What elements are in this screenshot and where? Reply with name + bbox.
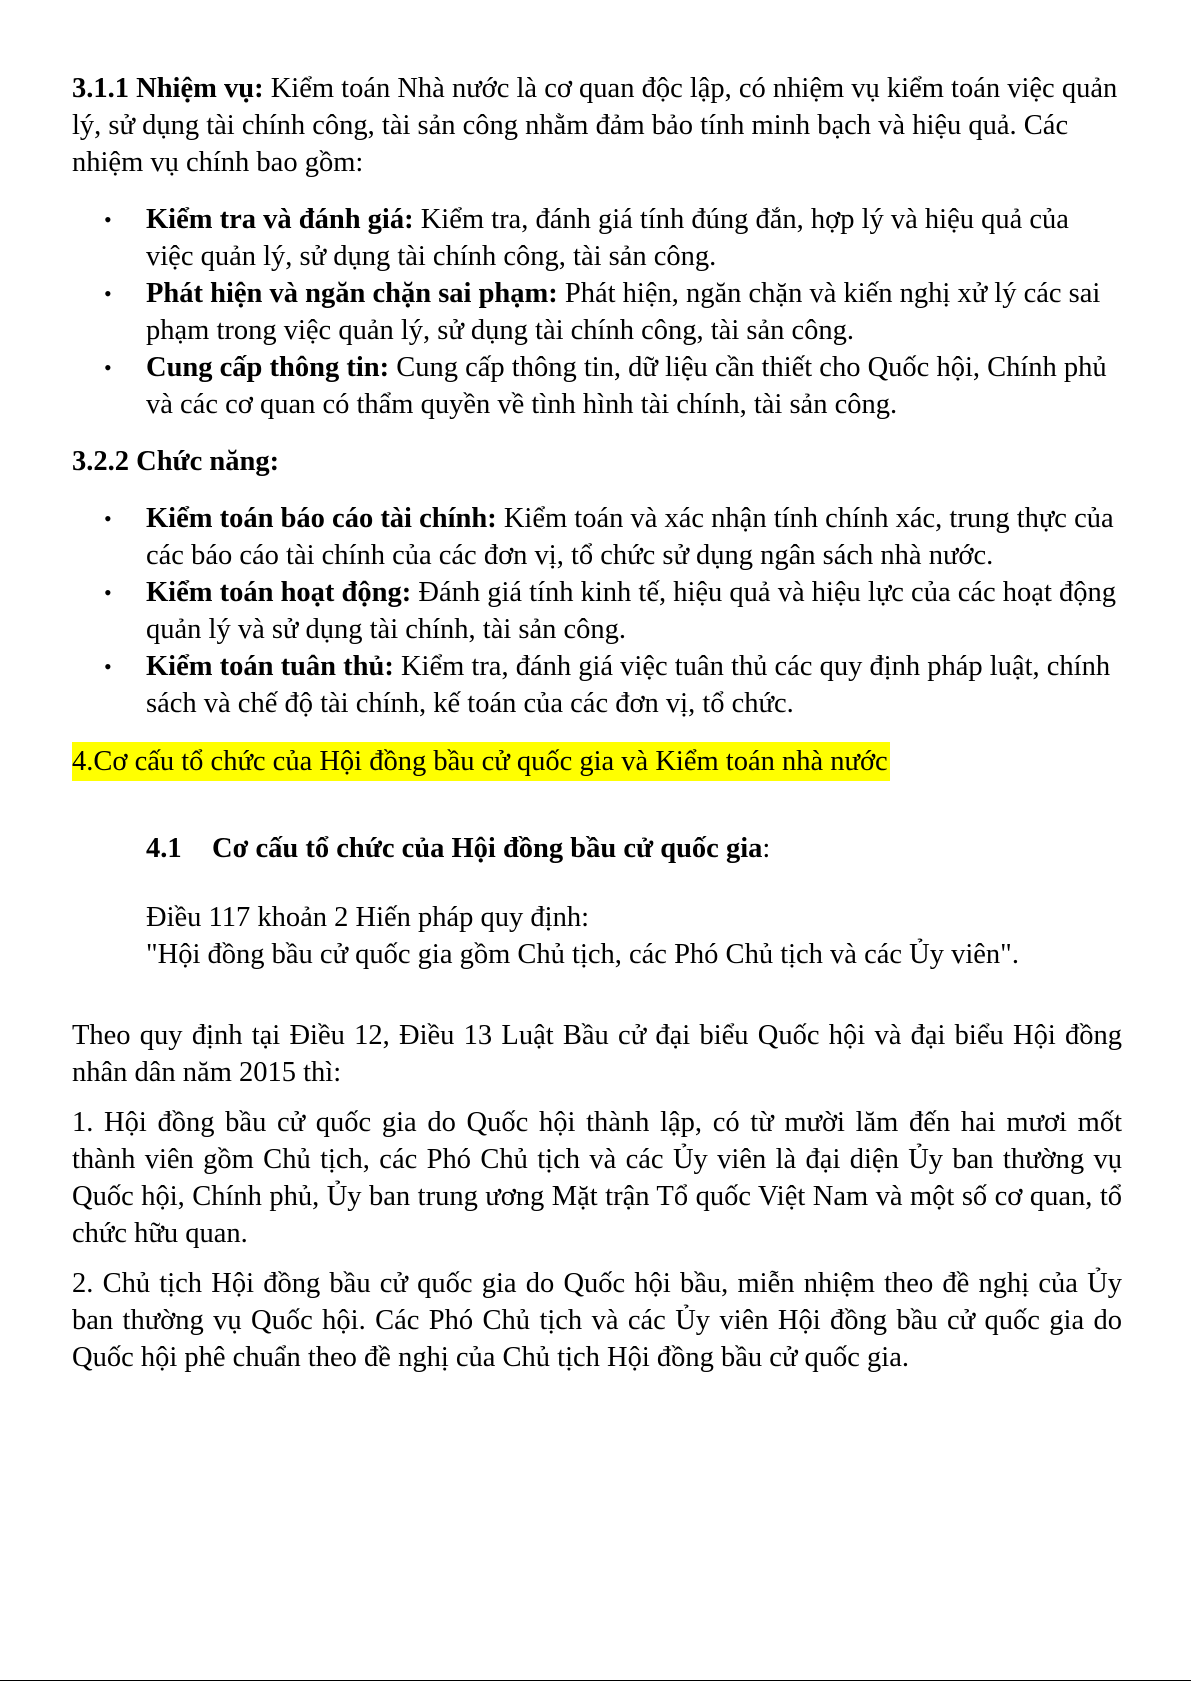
law-clause-2: 2. Chủ tịch Hội đồng bầu cử quốc gia do Quốc hội bầu, miễn nhiệm theo đề nghị của Ủy ban thường vụ Quốc hội. Các Phó Chủ tịch và các Ủy viên Hội đồng bầu cử quốc gia do Quốc hội phê chuẩn theo đề nghị của Chủ tịch Hội đồng bầu cử quốc gia. — [72, 1268, 1122, 1373]
list-item — [72, 500, 1122, 574]
section-311-list — [72, 201, 1122, 423]
list-item — [72, 201, 1122, 275]
section-41-number: 4.1 — [146, 833, 182, 864]
bullet-icon: • — [104, 281, 112, 306]
bullet-icon: • — [104, 506, 112, 531]
list-item-text: Cung cấp thông tin, dữ liệu cần thiết cho Quốc hội, Chính phủ và các cơ quan có thẩm quyền về tình hình tài chính, tài sản công. — [146, 352, 1107, 420]
section-322-title: 3.2.2 Chức năng: — [72, 446, 280, 477]
section-4-heading — [72, 743, 1122, 780]
list-item-label: Kiểm toán tuân thủ: — [146, 651, 394, 682]
constitution-quote: "Hội đồng bầu cử quốc gia gồm Chủ tịch, các Phó Chủ tịch và các Ủy viên". — [146, 939, 1019, 970]
list-item — [72, 275, 1122, 349]
section-311-intro: Kiểm toán Nhà nước là cơ quan độc lập, có nhiệm vụ kiểm toán việc quản lý, sử dụng tài chính công, tài sản công nhằm đảm bảo tính minh bạch và hiệu quả. Các nhiệm vụ chính bao gồm: — [72, 73, 1118, 178]
bullet-icon: • — [104, 355, 112, 380]
section-41-colon: : — [762, 833, 771, 864]
list-item-label: Cung cấp thông tin: — [146, 352, 390, 383]
section-322-heading — [72, 443, 1122, 480]
list-item-label: Phát hiện và ngăn chặn sai phạm: — [146, 278, 558, 309]
bullet-icon: • — [104, 207, 112, 232]
law-clause-1: 1. Hội đồng bầu cử quốc gia do Quốc hội thành lập, có từ mười lăm đến hai mươi mốt thành viên gồm Chủ tịch, các Phó Chủ tịch và các Ủy viên là đại diện Ủy ban thường vụ Quốc hội, Chính phủ, Ủy ban trung ương Mặt trận Tổ quốc Việt Nam và một số cơ quan, tổ chức hữu quan. — [72, 1107, 1122, 1249]
section-41-title: Cơ cấu tổ chức của Hội đồng bầu cử quốc gia — [212, 833, 763, 864]
list-item-label: Kiểm toán báo cáo tài chính: — [146, 503, 497, 534]
bullet-icon: • — [104, 654, 112, 679]
list-item-text: Đánh giá tính kinh tế, hiệu quả và hiệu lực của các hoạt động quản lý và sử dụng tài chính, tài sản công. — [146, 577, 1116, 645]
list-item — [72, 349, 1122, 423]
constitution-quote-block — [72, 899, 1122, 973]
list-item-text: Kiểm tra, đánh giá việc tuân thủ các quy định pháp luật, chính sách và chế độ tài chính, kế toán của các đơn vị, tổ chức. — [146, 651, 1111, 719]
list-item-text: Kiểm tra, đánh giá tính đúng đắn, hợp lý và hiệu quả của việc quản lý, sử dụng tài chính công, tài sản công. — [146, 204, 1069, 272]
list-item-label: Kiểm toán hoạt động: — [146, 577, 412, 608]
law-reference: Điều 117 khoản 2 Hiến pháp quy định: — [146, 902, 590, 933]
list-item — [72, 648, 1122, 722]
list-item-text: Phát hiện, ngăn chặn và kiến nghị xử lý các sai phạm trong việc quản lý, sử dụng tài chính công, tài sản công. — [146, 278, 1101, 346]
document-page — [72, 70, 1122, 1376]
section-41-heading — [72, 830, 1122, 867]
list-item-label: Kiểm tra và đánh giá: — [146, 204, 414, 235]
page-bottom-divider — [0, 1680, 1191, 1681]
section-322-list — [72, 500, 1122, 722]
bullet-icon: • — [104, 580, 112, 605]
section-311-paragraph — [72, 70, 1122, 181]
law-2015-intro: Theo quy định tại Điều 12, Điều 13 Luật Bầu cử đại biểu Quốc hội và đại biểu Hội đồng nhân dân năm 2015 thì: — [72, 1020, 1122, 1088]
section-311-title: 3.1.1 Nhiệm vụ: — [72, 73, 264, 104]
list-item — [72, 574, 1122, 648]
section-4-title: 4.Cơ cấu tổ chức của Hội đồng bầu cử quốc gia và Kiểm toán nhà nước — [72, 742, 890, 781]
list-item-text: Kiểm toán và xác nhận tính chính xác, trung thực của các báo cáo tài chính của các đơn vị, tổ chức sử dụng ngân sách nhà nước. — [146, 503, 1114, 571]
